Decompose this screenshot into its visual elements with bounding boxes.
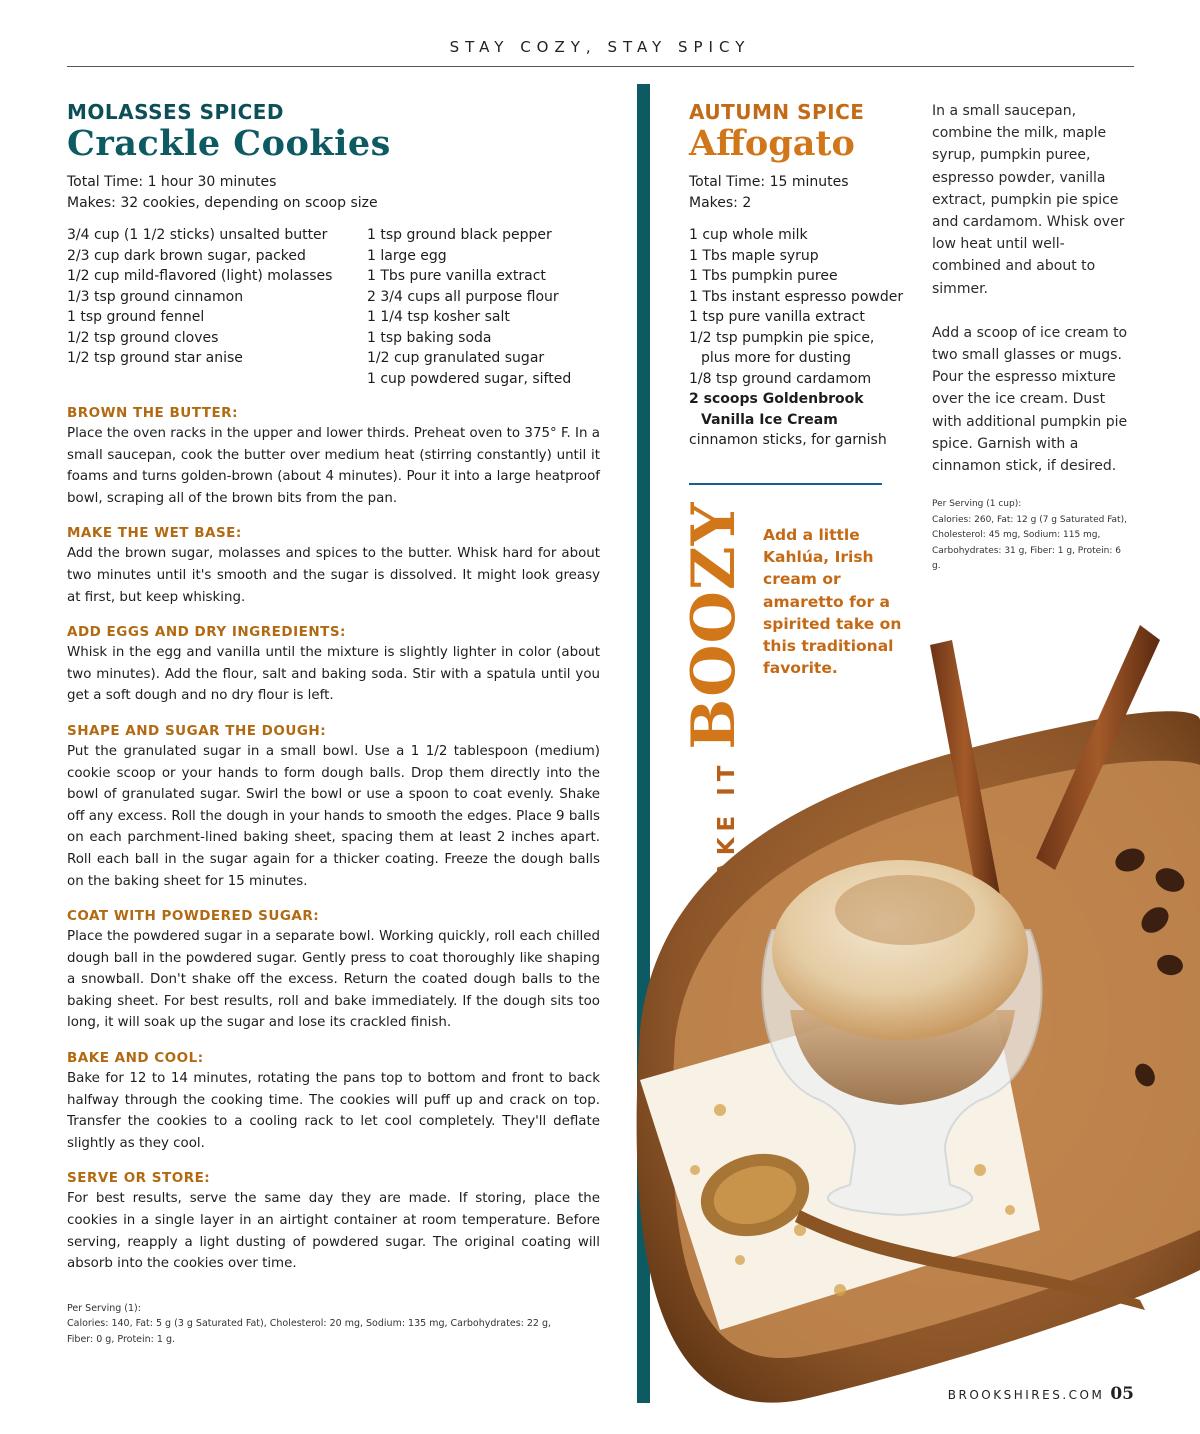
- step-shape-dough: [67, 721, 600, 892]
- ingredient: 1 Tbs maple syrup: [689, 247, 819, 264]
- cookies-ingredients-col1: [67, 225, 367, 389]
- ingredient: 1/2 cup mild-flavored (light) molasses: [67, 268, 333, 284]
- step-heading: SHAPE AND SUGAR THE DOUGH:: [67, 722, 327, 739]
- section-divider: [689, 483, 882, 485]
- cookies-meta: [67, 172, 600, 213]
- ingredient: cinnamon sticks, for garnish: [689, 432, 887, 448]
- nutrition-line: Fiber: 0 g, Protein: 1 g.: [67, 1333, 176, 1345]
- ingredient: 1 tsp ground fennel: [67, 309, 205, 325]
- step-heading: SERVE OR STORE:: [67, 1170, 211, 1187]
- step-brown-butter: [67, 403, 600, 509]
- affogato-ingredients: [689, 225, 909, 451]
- ingredient: 2/3 cup dark brown sugar, packed: [67, 247, 306, 264]
- cookies-total-time: Total Time: 1 hour 30 minutes: [67, 174, 277, 190]
- step-powdered-sugar: [67, 906, 600, 1034]
- ingredient: 1 Tbs instant espresso powder: [689, 288, 904, 305]
- nutrition-line: Calories: 260, Fat: 12 g (7 g Saturated Fat),: [932, 514, 1127, 525]
- ingredient: 1 tsp baking soda: [367, 329, 492, 346]
- ingredient: 1/8 tsp ground cardamom: [689, 370, 872, 387]
- ingredient: 2 scoops Goldenbrook: [689, 391, 864, 407]
- step-heading: BROWN THE BUTTER:: [67, 405, 238, 421]
- nutrition-heading: Per Serving (1):: [67, 1302, 141, 1314]
- ingredient: 3/4 cup (1 1/2 sticks) unsalted butter: [67, 227, 328, 243]
- cookies-title: Crackle Cookies: [67, 123, 391, 164]
- step-body: Place the oven racks in the upper and lower thirds. Preheat oven to 375° F. In a small saucepan, cook the butter over medium heat (stirring constantly) until it foams and turns golden-brown (about 4 minutes). Pour it into a large heatproof bowl, scraping all of the brown bits from the pan.: [67, 426, 600, 506]
- ingredient: 1 large egg: [367, 247, 447, 264]
- ingredient: Vanilla Ice Cream: [701, 411, 838, 428]
- affogato-nutrition: [932, 497, 1132, 575]
- step-eggs-dry: [67, 622, 600, 707]
- nutrition-line: Cholesterol: 45 mg, Sodium: 115 mg,: [932, 530, 1101, 541]
- boozy-tip: Add a little Kahlúa, Irish cream or amaretto for a spirited take on this traditional favorite.: [763, 526, 902, 678]
- cookies-ingredients-col2: [367, 225, 571, 389]
- step-bake-cool: [67, 1048, 600, 1154]
- ingredient: 1/2 cup granulated sugar: [367, 350, 545, 366]
- ingredient: 1 cup powdered sugar, sifted: [367, 370, 572, 387]
- cookies-kicker: MOLASSES SPICED: [67, 100, 285, 124]
- nutrition-line: Calories: 140, Fat: 5 g (3 g Saturated Fat), Cholesterol: 20 mg, Sodium: 135 mg, Carbohydrates: 22 g,: [67, 1318, 552, 1330]
- step-body: For best results, serve the same day they are made. If storing, place the cookies in a single layer in an airtight container at room temperature. Before serving, reapply a light dusting of powdered sugar. The original coating will absorb into the cookies over time.: [67, 1191, 600, 1272]
- ingredient: 1 1/4 tsp kosher salt: [367, 309, 510, 325]
- affogato-kicker: AUTUMN SPICE: [689, 100, 865, 124]
- nutrition-line: Carbohydrates: 31 g, Fiber: 1 g, Protein: 6 g.: [932, 545, 1121, 572]
- ingredient: 1 Tbs pure vanilla extract: [367, 268, 546, 284]
- step-heading: MAKE THE WET BASE:: [67, 525, 242, 542]
- step-heading: COAT WITH POWDERED SUGAR:: [67, 908, 320, 925]
- step-heading: ADD EGGS AND DRY INGREDIENTS:: [67, 624, 346, 641]
- ingredient: 2 3/4 cups all purpose flour: [367, 288, 559, 305]
- step-body: Put the granulated sugar in a small bowl. Use a 1 1/2 tablespoon (medium) cookie scoop or your hands to form dough balls. Drop them directly into the bowl of granulated sugar. Swirl the bowl or use a spoon to coat evenly. Shake off any excess. Roll the dough in your hands to smooth the edges. Place 9 balls on each parchment-lined baking sheet, spacing them at least 2 inches apart. Roll each ball in the sugar again for a thicker coating. Freeze the dough balls on the baking sheet for 15 minutes.: [67, 743, 600, 889]
- affogato-directions: [932, 100, 1132, 575]
- ingredient: 1/2 tsp pumpkin pie spice,: [689, 329, 875, 346]
- cookies-nutrition: [67, 1301, 600, 1348]
- affogato-total-time: Total Time: 15 minutes: [689, 174, 849, 190]
- affogato-meta: [689, 172, 909, 213]
- ingredient: 1 cup whole milk: [689, 227, 808, 243]
- ingredient: plus more for dusting: [701, 350, 852, 366]
- page-footer: [948, 1384, 1134, 1404]
- footer-website: BROOKSHIRES.COM: [947, 1388, 1105, 1402]
- step-body: Bake for 12 to 14 minutes, rotating the pans top to bottom and front to back halfway through the cooking time. The cookies will puff up and crack on top. Transfer the cookies to a cooling rack to let cool completely. They'll deflate slightly as they cool.: [67, 1071, 600, 1151]
- cookies-makes: Makes: 32 cookies, depending on scoop size: [67, 194, 378, 211]
- step-serve-store: [67, 1168, 600, 1274]
- ingredient: 1 tsp pure vanilla extract: [689, 309, 865, 325]
- step-body: Place the powdered sugar in a separate bowl. Working quickly, roll each chilled dough ball in the powdered sugar. Gently press to coat thoroughly like shaping a snowball. Don't shake off the excess. Return the coated dough balls to the baking sheet. For best results, roll and bake immediately. If the dough sits too long, it will soak up the sugar and lose its crackled finish.: [67, 929, 600, 1031]
- ingredient: 1 tsp ground black pepper: [367, 227, 552, 243]
- direction-paragraph: Add a scoop of ice cream to two small glasses or mugs. Pour the espresso mixture over the ice cream. Dust with additional pumpkin pie spice. Garnish with a cinnamon stick, if desired.: [932, 324, 1128, 475]
- ingredient: 1/2 tsp ground star anise: [67, 350, 243, 366]
- page-header-title: STAY COZY, STAY SPICY: [449, 38, 751, 56]
- affogato-title: Affogato: [689, 123, 855, 164]
- ingredient: 1/2 tsp ground cloves: [67, 329, 219, 346]
- step-wet-base: [67, 523, 600, 608]
- direction-paragraph: In a small saucepan, combine the milk, maple syrup, pumpkin puree, espresso powder, vanilla extract, pumpkin pie spice and cardamom. Whisk over low heat until well-combined and about to simmer.: [932, 103, 1125, 297]
- ingredient: 1 Tbs pumpkin puree: [689, 268, 838, 284]
- step-heading: BAKE AND COOL:: [67, 1050, 204, 1067]
- boozy-prefix: MAKE IT: [714, 759, 740, 908]
- cookies-ingredients: [67, 225, 600, 389]
- nutrition-heading: Per Serving (1 cup):: [932, 499, 1022, 510]
- step-body: Whisk in the egg and vanilla until the mixture is slightly lighter in color (about two minutes). Add the flour, salt and baking soda. Stir with a spatula until you get a soft dough and no dry flour is left.: [67, 645, 600, 704]
- affogato-recipe: [689, 100, 909, 451]
- affogato-photo: [600, 610, 1200, 1410]
- header-divider: [67, 66, 1134, 67]
- cookies-recipe: [67, 100, 600, 1347]
- step-body: Add the brown sugar, molasses and spices to the butter. Whisk hard for about two minutes until it's smooth and the sugar is dissolved. It might look greasy at first, but keep whisking.: [67, 546, 600, 605]
- page-number: 05: [1110, 1384, 1134, 1404]
- affogato-makes: Makes: 2: [689, 194, 752, 211]
- boozy-word: BOOZY: [679, 501, 749, 750]
- ingredient: 1/3 tsp ground cinnamon: [67, 288, 244, 305]
